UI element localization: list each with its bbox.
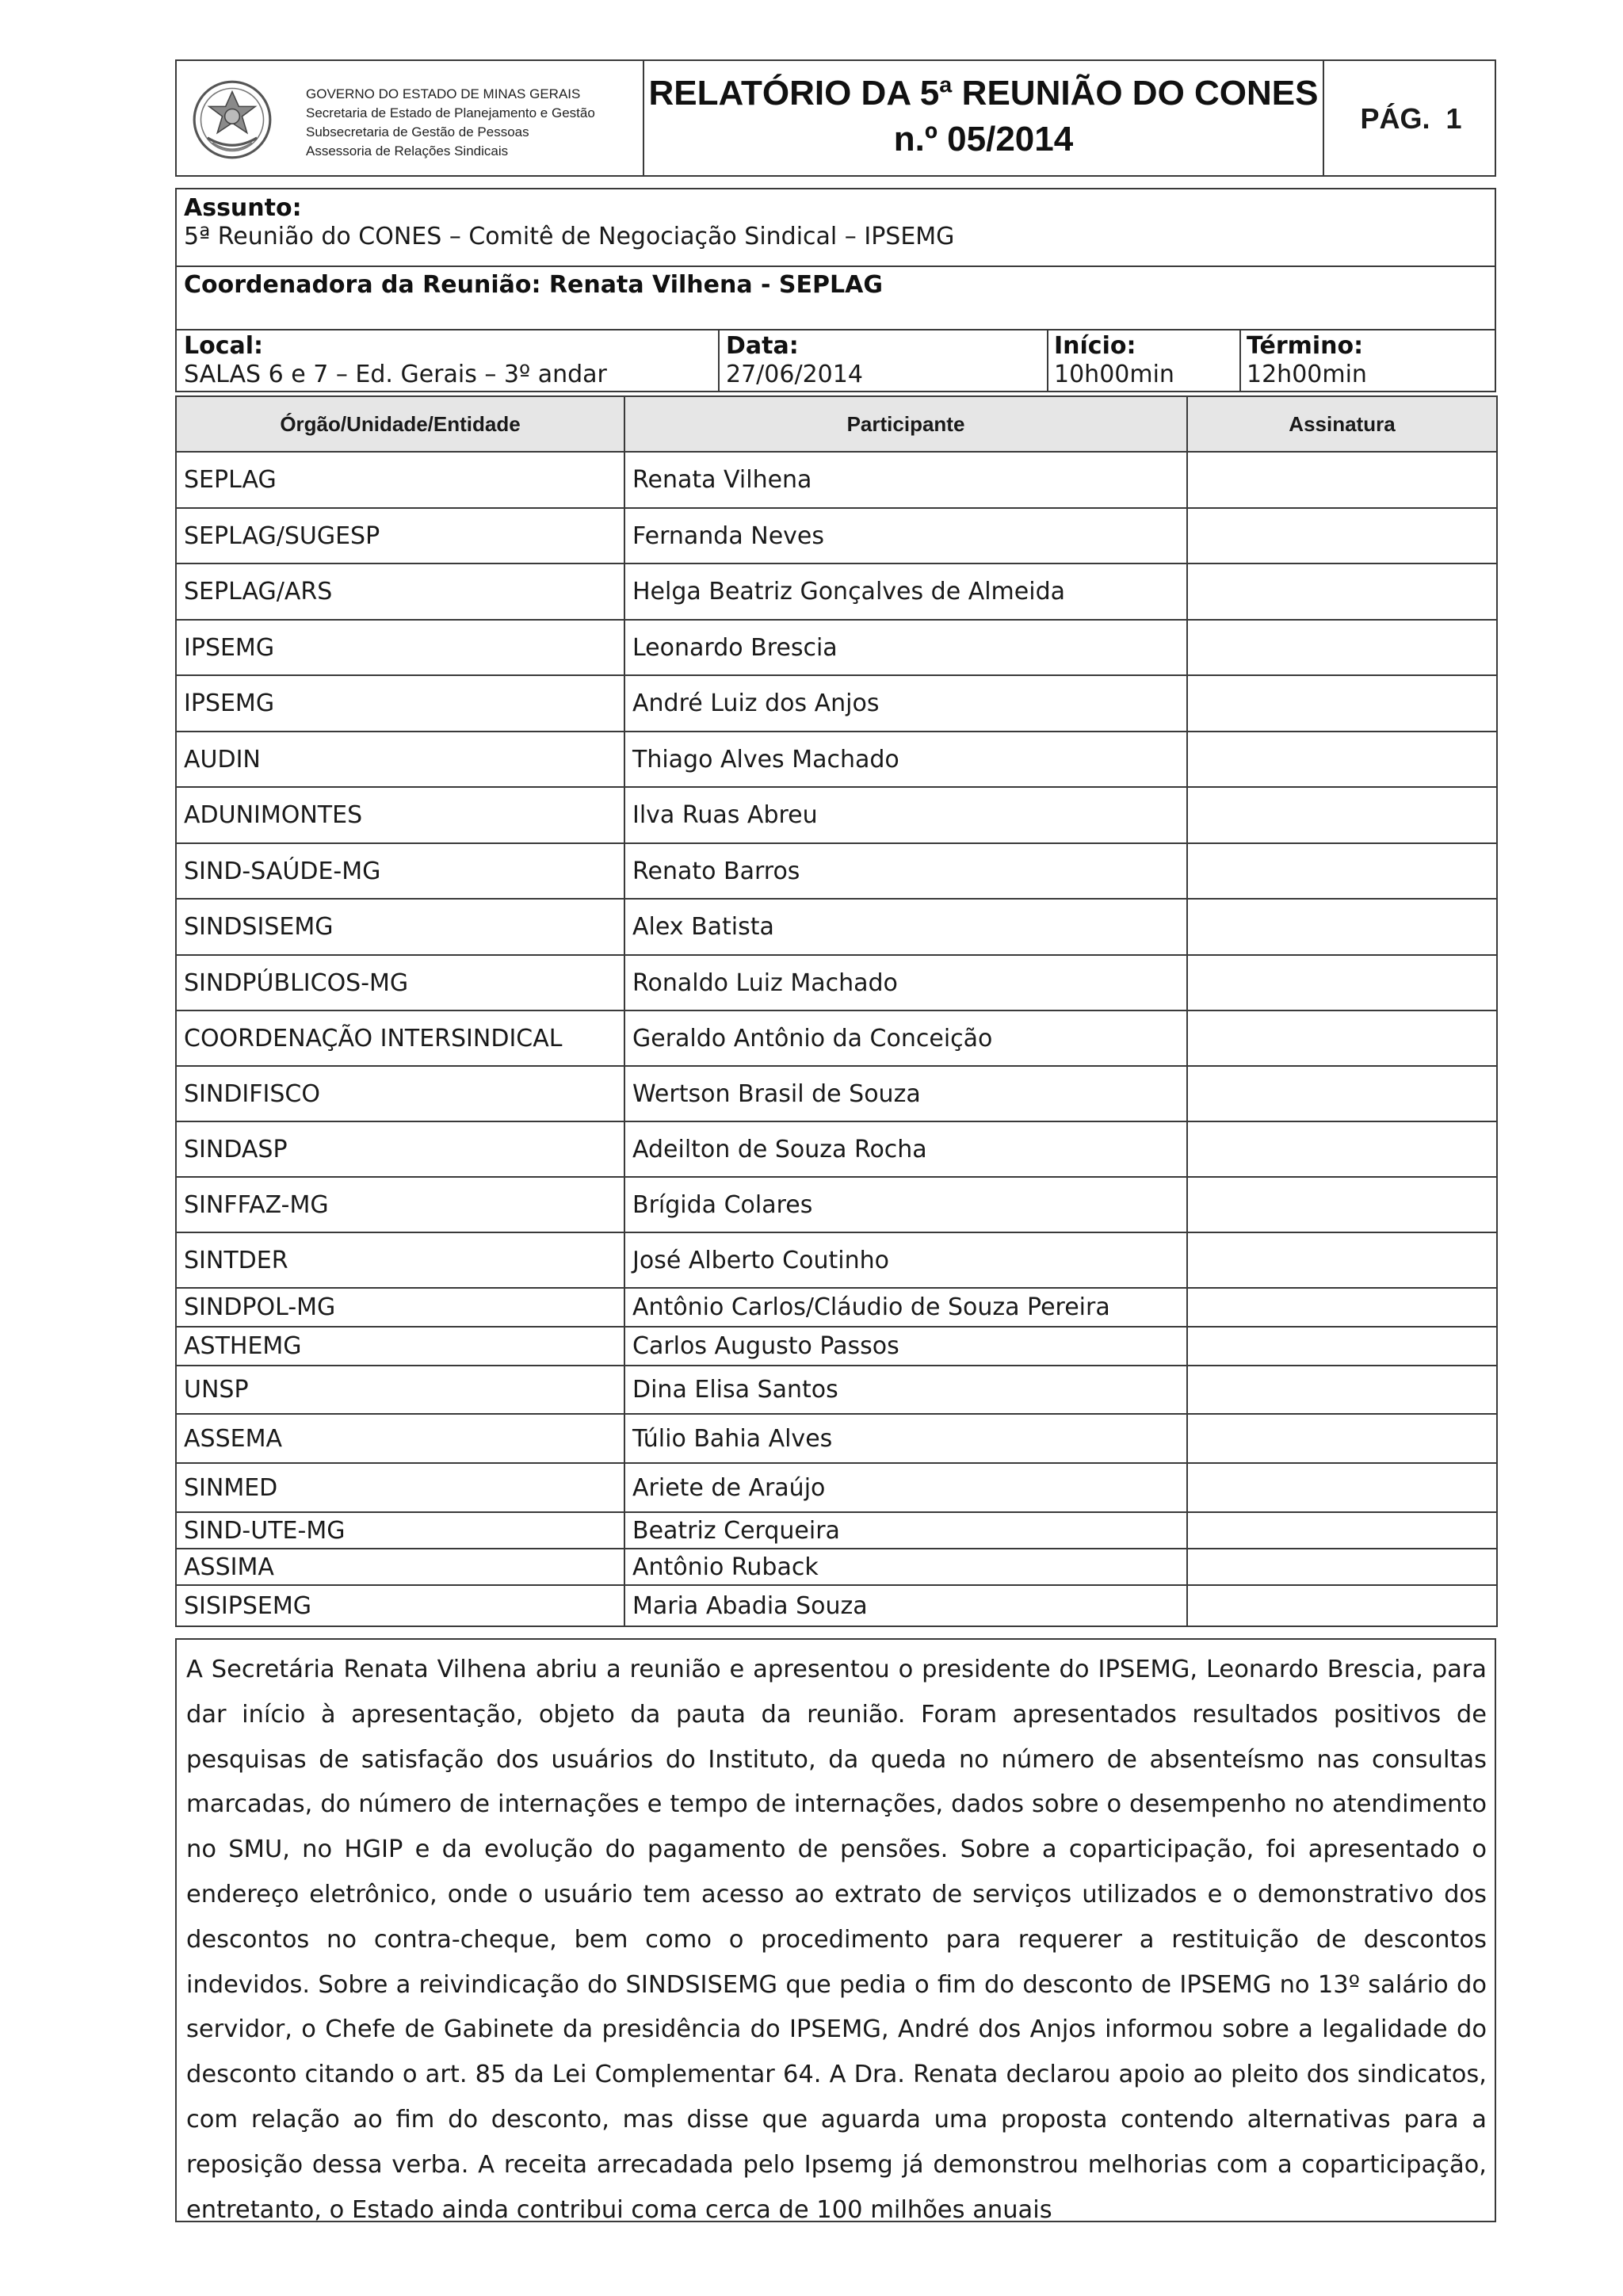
signature-cell[interactable] bbox=[1187, 1121, 1497, 1177]
column-header: Participante bbox=[624, 396, 1187, 452]
table-row bbox=[176, 1066, 1497, 1121]
signature-cell[interactable] bbox=[1187, 1066, 1497, 1121]
table-row bbox=[176, 508, 1497, 563]
table-row bbox=[176, 1366, 1497, 1414]
assunto-value: 5ª Reunião do CONES – Comitê de Negociação Sindical – IPSEMG bbox=[184, 223, 955, 250]
table-row bbox=[176, 1463, 1497, 1512]
signature-cell[interactable] bbox=[1187, 1414, 1497, 1463]
data-label: Data: bbox=[726, 332, 799, 360]
termino-value: 12h00min bbox=[1247, 361, 1367, 388]
participante-cell: Maria Abadia Souza bbox=[624, 1585, 1187, 1626]
signature-cell[interactable] bbox=[1187, 1232, 1497, 1288]
divider bbox=[1047, 330, 1048, 391]
table-row bbox=[176, 620, 1497, 675]
orgao-cell: ASSEMA bbox=[176, 1414, 624, 1463]
signature-cell[interactable] bbox=[1187, 1177, 1497, 1232]
signature-cell[interactable] bbox=[1187, 1512, 1497, 1549]
table-row bbox=[176, 675, 1497, 732]
orgao-cell: SINDSISEMG bbox=[176, 899, 624, 955]
org-line: Secretaria de Estado de Planejamento e Gestão bbox=[306, 105, 595, 120]
table-row bbox=[176, 1327, 1497, 1366]
participante-cell: José Alberto Coutinho bbox=[624, 1232, 1187, 1288]
assunto-label: Assunto: bbox=[184, 194, 302, 222]
signature-cell[interactable] bbox=[1187, 1549, 1497, 1585]
participante-cell: André Luiz dos Anjos bbox=[624, 675, 1187, 732]
participante-cell: Geraldo Antônio da Conceição bbox=[624, 1010, 1187, 1066]
signature-cell[interactable] bbox=[1187, 675, 1497, 732]
org-line: Subsecretaria de Gestão de Pessoas bbox=[306, 124, 529, 139]
signature-cell[interactable] bbox=[1187, 1288, 1497, 1327]
divider bbox=[177, 329, 1495, 330]
local-value: SALAS 6 e 7 – Ed. Gerais – 3º andar bbox=[184, 361, 607, 388]
report-title: RELATÓRIO DA 5ª REUNIÃO DO CONES bbox=[648, 74, 1319, 113]
table-row bbox=[176, 787, 1497, 843]
participante-cell: Alex Batista bbox=[624, 899, 1187, 955]
participante-cell: Renato Barros bbox=[624, 843, 1187, 899]
signature-cell[interactable] bbox=[1187, 452, 1497, 508]
orgao-cell: SEPLAG bbox=[176, 452, 624, 508]
participante-cell: Wertson Brasil de Souza bbox=[624, 1066, 1187, 1121]
participante-cell: Renata Vilhena bbox=[624, 452, 1187, 508]
table-row bbox=[176, 1121, 1497, 1177]
table-row bbox=[176, 1512, 1497, 1549]
signature-cell[interactable] bbox=[1187, 955, 1497, 1010]
participante-cell: Adeilton de Souza Rocha bbox=[624, 1121, 1187, 1177]
table-row bbox=[176, 1232, 1497, 1288]
table-row bbox=[176, 1010, 1497, 1066]
data-value: 27/06/2014 bbox=[726, 361, 863, 388]
orgao-cell: SEPLAG/ARS bbox=[176, 563, 624, 620]
table-row bbox=[176, 563, 1497, 620]
participants-table bbox=[175, 395, 1498, 1627]
orgao-cell: SINDIFISCO bbox=[176, 1066, 624, 1121]
orgao-cell: AUDIN bbox=[176, 732, 624, 787]
inicio-label: Início: bbox=[1054, 332, 1136, 360]
page-number: PÁG. 1 bbox=[1360, 102, 1462, 135]
coordenadora: Coordenadora da Reunião: Renata Vilhena - SEPLAG bbox=[184, 271, 883, 299]
participante-cell: Ariete de Araújo bbox=[624, 1463, 1187, 1512]
participante-cell: Ilva Ruas Abreu bbox=[624, 787, 1187, 843]
orgao-cell: SIND-SAÚDE-MG bbox=[176, 843, 624, 899]
table-body bbox=[176, 452, 1497, 1626]
divider bbox=[1239, 330, 1241, 391]
divider bbox=[718, 330, 720, 391]
participante-cell: Carlos Augusto Passos bbox=[624, 1327, 1187, 1366]
document-header bbox=[175, 59, 1496, 177]
orgao-cell: SINMED bbox=[176, 1463, 624, 1512]
signature-cell[interactable] bbox=[1187, 787, 1497, 843]
termino-label: Término: bbox=[1247, 332, 1364, 360]
inicio-value: 10h00min bbox=[1054, 361, 1174, 388]
table-row bbox=[176, 899, 1497, 955]
signature-cell[interactable] bbox=[1187, 620, 1497, 675]
participante-cell: Fernanda Neves bbox=[624, 508, 1187, 563]
participante-cell: Antônio Carlos/Cláudio de Souza Pereira bbox=[624, 1288, 1187, 1327]
meeting-info bbox=[175, 188, 1496, 392]
orgao-cell: SISIPSEMG bbox=[176, 1585, 624, 1626]
table-row bbox=[176, 843, 1497, 899]
orgao-cell: SEPLAG/SUGESP bbox=[176, 508, 624, 563]
signature-cell[interactable] bbox=[1187, 1463, 1497, 1512]
signature-cell[interactable] bbox=[1187, 508, 1497, 563]
orgao-cell: SINFFAZ-MG bbox=[176, 1177, 624, 1232]
orgao-cell: SINDASP bbox=[176, 1121, 624, 1177]
divider bbox=[177, 266, 1495, 267]
signature-cell[interactable] bbox=[1187, 1327, 1497, 1366]
org-lines bbox=[306, 85, 595, 161]
participante-cell: Ronaldo Luiz Machado bbox=[624, 955, 1187, 1010]
signature-cell[interactable] bbox=[1187, 563, 1497, 620]
column-header: Assinatura bbox=[1187, 396, 1497, 452]
participante-cell: Túlio Bahia Alves bbox=[624, 1414, 1187, 1463]
orgao-cell: ASSIMA bbox=[176, 1549, 624, 1585]
orgao-cell: IPSEMG bbox=[176, 620, 624, 675]
participante-cell: Brígida Colares bbox=[624, 1177, 1187, 1232]
table-row bbox=[176, 1549, 1497, 1585]
coat-of-arms-icon bbox=[191, 78, 273, 161]
signature-cell[interactable] bbox=[1187, 1585, 1497, 1626]
orgao-cell: UNSP bbox=[176, 1366, 624, 1414]
local-label: Local: bbox=[184, 332, 264, 360]
participante-cell: Beatriz Cerqueira bbox=[624, 1512, 1187, 1549]
orgao-cell: ASTHEMG bbox=[176, 1327, 624, 1366]
signature-cell[interactable] bbox=[1187, 843, 1497, 899]
orgao-cell: SINTDER bbox=[176, 1232, 624, 1288]
table-row bbox=[176, 452, 1497, 508]
participante-cell: Helga Beatriz Gonçalves de Almeida bbox=[624, 563, 1187, 620]
signature-cell[interactable] bbox=[1187, 899, 1497, 955]
participante-cell: Thiago Alves Machado bbox=[624, 732, 1187, 787]
orgao-cell: SINDPOL-MG bbox=[176, 1288, 624, 1327]
participante-cell: Dina Elisa Santos bbox=[624, 1366, 1187, 1414]
participante-cell: Antônio Ruback bbox=[624, 1549, 1187, 1585]
report-number: n.º 05/2014 bbox=[893, 120, 1074, 159]
header-title-block bbox=[644, 61, 1324, 175]
table-row bbox=[176, 1414, 1497, 1463]
table-row bbox=[176, 1585, 1497, 1626]
header-page-block bbox=[1324, 61, 1498, 175]
orgao-cell: COORDENAÇÃO INTERSINDICAL bbox=[176, 1010, 624, 1066]
table-row bbox=[176, 1288, 1497, 1327]
org-line: GOVERNO DO ESTADO DE MINAS GERAIS bbox=[306, 86, 581, 101]
signature-cell[interactable] bbox=[1187, 732, 1497, 787]
table-header-row bbox=[176, 396, 1497, 452]
header-org-block bbox=[177, 61, 644, 175]
participante-cell: Leonardo Brescia bbox=[624, 620, 1187, 675]
org-line: Assessoria de Relações Sindicais bbox=[306, 143, 509, 159]
meeting-minutes-text: A Secretária Renata Vilhena abriu a reunião e apresentou o presidente do IPSEMG, Leonardo Brescia, para dar início à apresentação, objeto da pauta da reunião. Foram apresentados resultados positivos de pesquisas de satisfação dos usuários do Instituto, da queda no número de absenteísmo nas consultas marcadas, do número de internações e tempo de internações, dados sobre o desempenho no atendimento no SMU, no HGIP e da evolução do pagamento de pensões. Sobre a coparticipação, foi apresentado o endereço eletrônico, onde o usuário tem acesso ao extrato de serviços utilizados e o demonstrativo dos descontos no contra-cheque, bem como o procedimento para requerer a restituição de descontos indevidos. Sobre a reivindicação do SINDSISEMG que pedia o fim do desconto de IPSEMG no 13º salário do servidor, o Chefe de Gabinete da presidência do IPSEMG, André dos Anjos informou sobre a legalidade do desconto citando o art. 85 da Lei Complementar 64. A Dra. Renata declarou apoio ao pleito dos sindicatos, com relação ao fim do desconto, mas disse que aguarda uma proposta contendo alternativas para a reposição dessa verba. A receita arrecadada pelo Ipsemg já demonstrou melhorias com a coparticipação, entretanto, o Estado ainda contribui coma cerca de 100 milhões anuais bbox=[175, 1638, 1496, 2222]
table-row bbox=[176, 1177, 1497, 1232]
orgao-cell: ADUNIMONTES bbox=[176, 787, 624, 843]
signature-cell[interactable] bbox=[1187, 1010, 1497, 1066]
orgao-cell: SIND-UTE-MG bbox=[176, 1512, 624, 1549]
column-header: Órgão/Unidade/Entidade bbox=[176, 396, 624, 452]
table-row bbox=[176, 955, 1497, 1010]
signature-cell[interactable] bbox=[1187, 1366, 1497, 1414]
table-row bbox=[176, 732, 1497, 787]
orgao-cell: IPSEMG bbox=[176, 675, 624, 732]
orgao-cell: SINDPÚBLICOS-MG bbox=[176, 955, 624, 1010]
